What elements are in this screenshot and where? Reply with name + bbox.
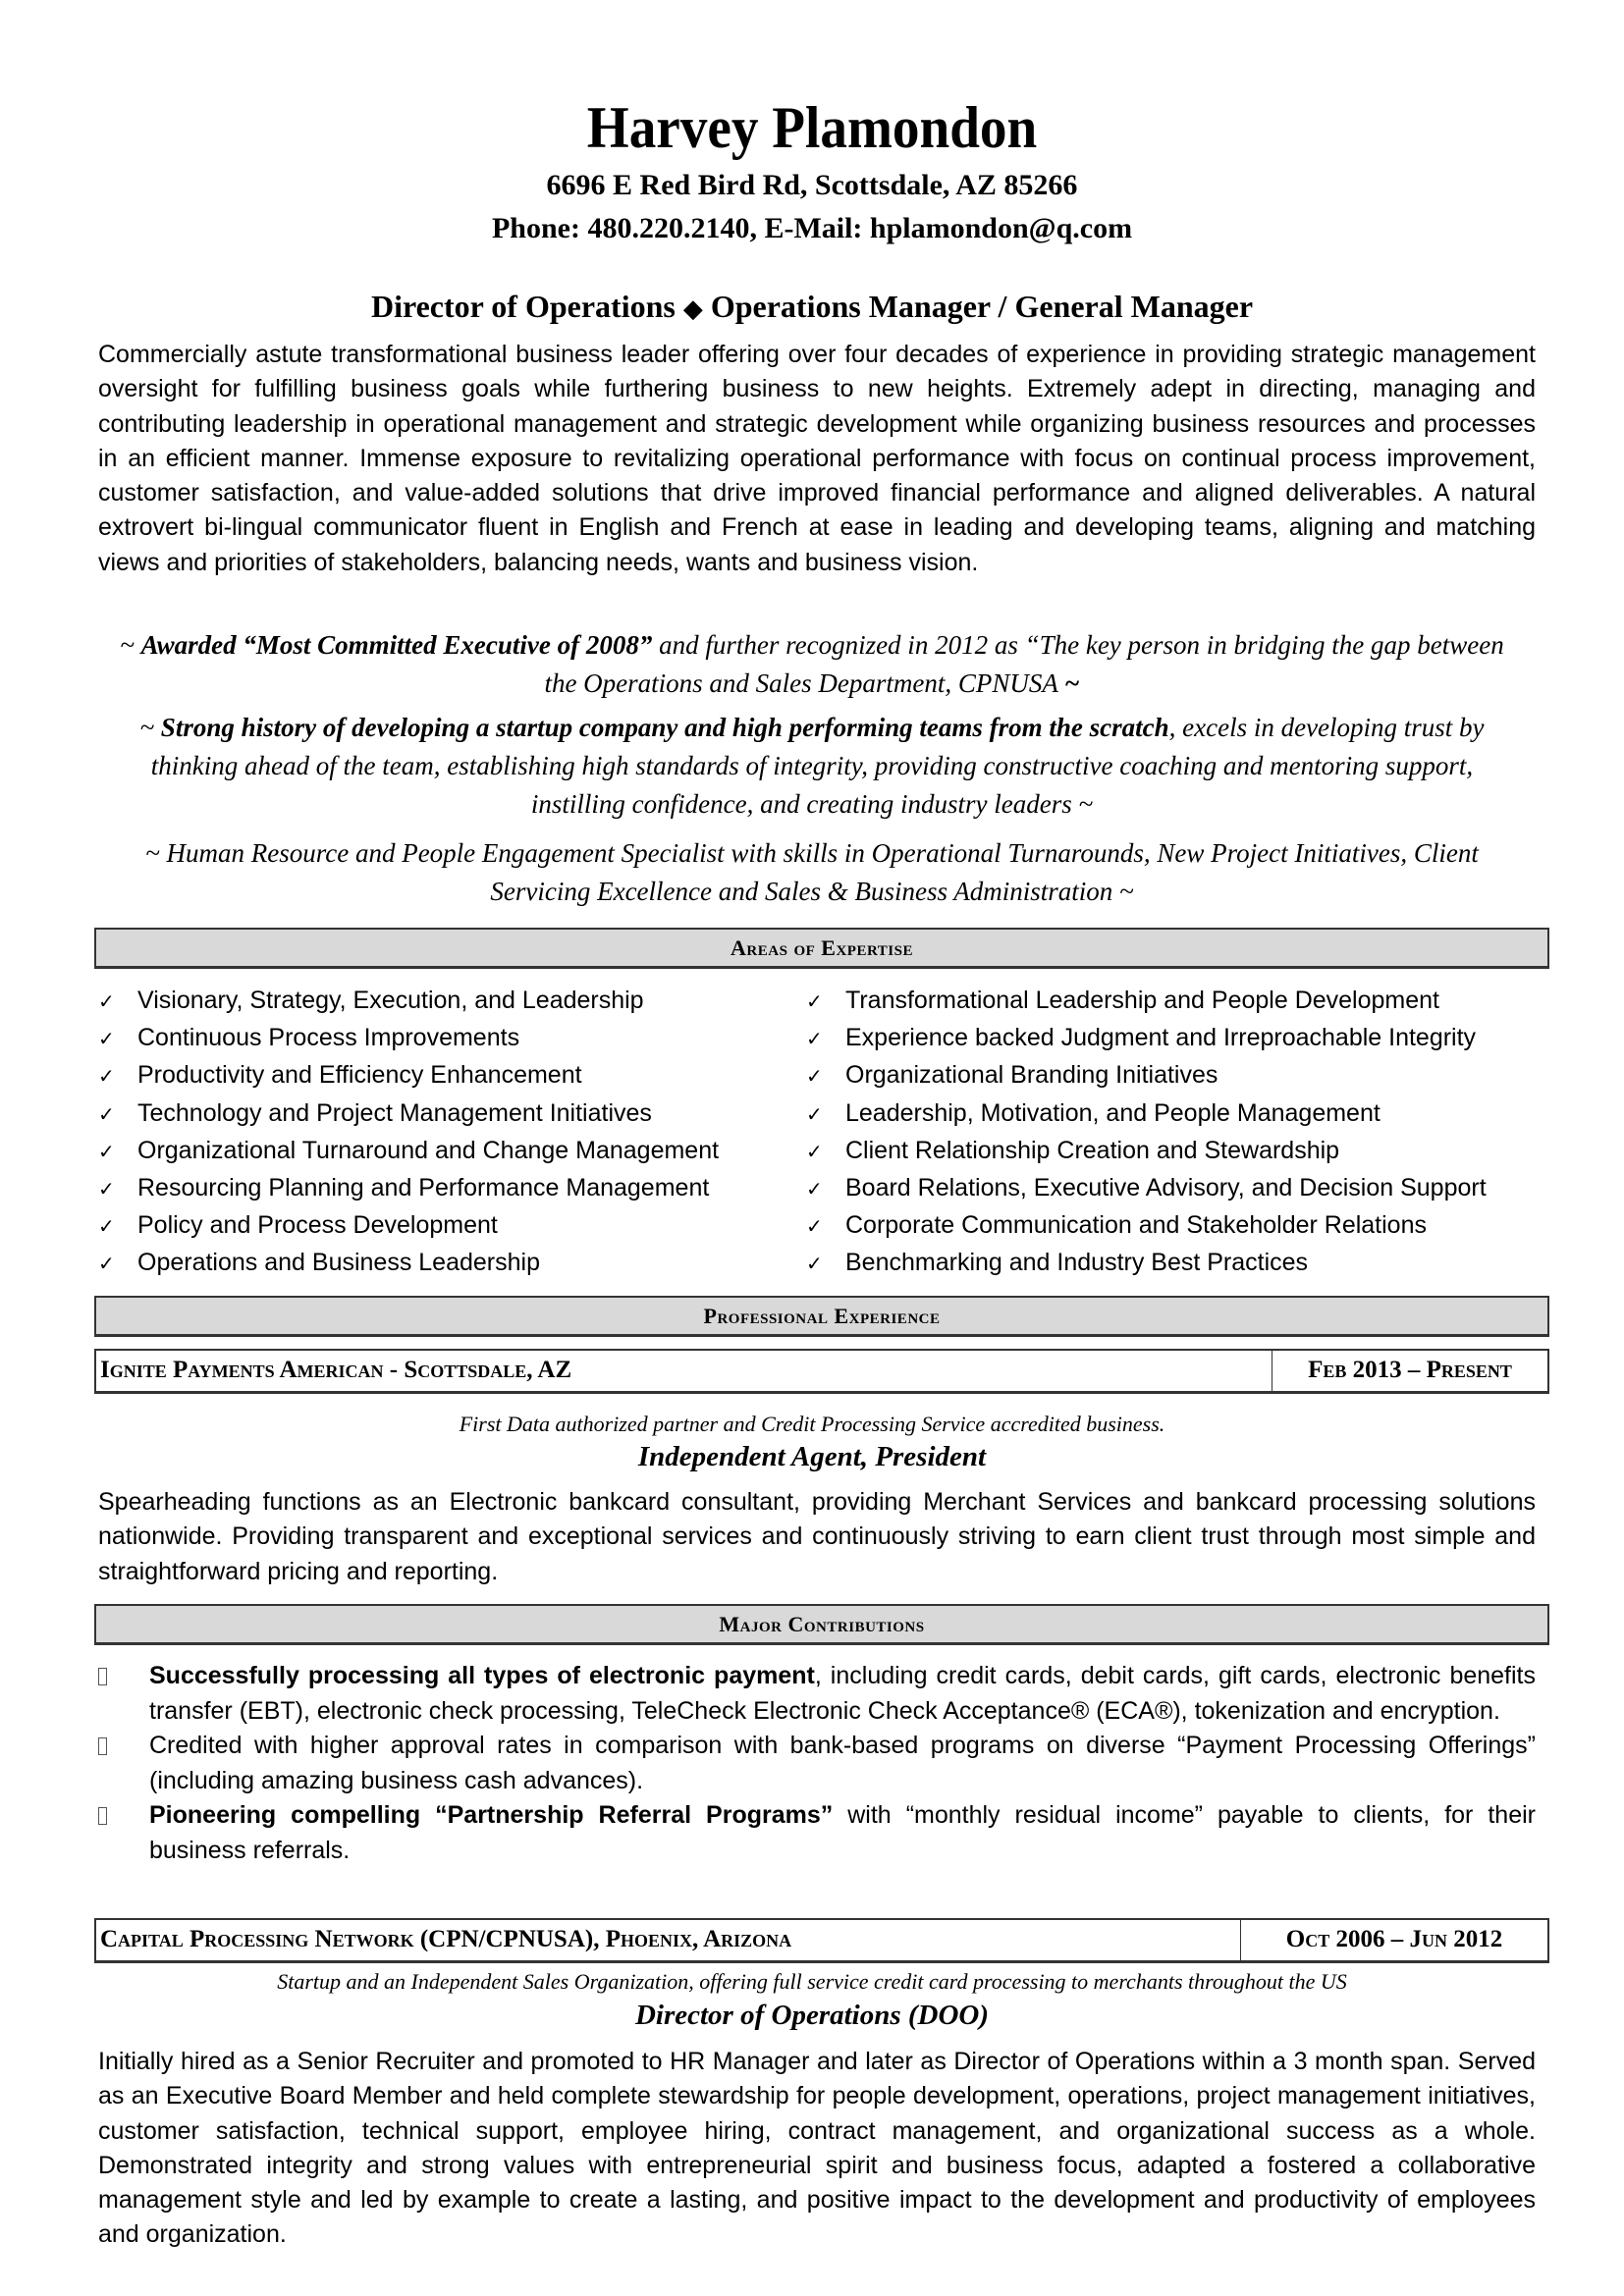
- contribution-text: with “monthly residual income” payable to clients, for their business referrals.: [149, 1801, 1536, 1864]
- contribution-text: Credited with higher approval rates in comparison with bank-based programs on diverse “Payment Processing Offerings” (including amazing business cash advances).: [149, 1732, 1536, 1794]
- company-description: First Data authorized partner and Credit Processing Service accredited business.: [459, 1412, 1165, 1436]
- bullet-icon: [98, 1729, 107, 1764]
- job-title: Director of Operations (DOO): [634, 2000, 990, 2031]
- contribution-item: [98, 1798, 1536, 1868]
- expertise-label: Operations and Business Leadership: [137, 1249, 540, 1277]
- check-icon: ✓: [98, 989, 115, 1013]
- expertise-item: [806, 1057, 1487, 1095]
- check-icon: ✓: [806, 1252, 823, 1276]
- job-dates: Oct 2006 – Jun 2012: [1240, 1920, 1547, 1960]
- expertise-item: [98, 983, 719, 1020]
- company-name: Capital Processing Network (CPN/CPNUSA), Phoenix, Arizona: [100, 1926, 792, 1952]
- expertise-label: Continuous Process Improvements: [137, 1024, 520, 1052]
- tagline-specialist: [108, 834, 1516, 911]
- contribution-item: [98, 1659, 1536, 1729]
- expertise-list-left: [98, 983, 719, 1283]
- contact-info: Phone: 480.220.2140, E-Mail: hplamondon@q.com: [491, 212, 1133, 244]
- section-header-contributions: Major Contributions: [94, 1604, 1549, 1645]
- expertise-item: [98, 1020, 719, 1057]
- expertise-label: Client Relationship Creation and Stewardship: [845, 1136, 1340, 1164]
- tagline-bold: Awarded “Most Committed Executive of 2008”: [140, 630, 653, 660]
- bullet-icon: [98, 1798, 107, 1834]
- contribution-item: [98, 1729, 1536, 1798]
- section-header-experience: Professional Experience: [94, 1296, 1549, 1337]
- expertise-item: [806, 1170, 1487, 1207]
- tagline-text: , excels in developing trust by thinking ahead of the team, establishing high standards of integrity, providing constructive coaching and mentoring support, instilling confidence, and creating industry leaders ~: [150, 713, 1485, 819]
- candidate-name: Harvey Plamondon: [586, 95, 1038, 160]
- expertise-label: Board Relations, Executive Advisory, and Decision Support: [845, 1174, 1487, 1202]
- expertise-label: Experience backed Judgment and Irreproachable Integrity: [845, 1024, 1477, 1052]
- headline-secondary: Operations Manager / General Manager: [710, 289, 1254, 324]
- expertise-item: [806, 1020, 1487, 1057]
- job-description: Initially hired as a Senior Recruiter and promoted to HR Manager and later as Director of Operations within a 3 month span. Served as an Executive Board Member and held complete stewardship for people development, operations, project management initiatives, customer satisfaction, technical support, employee hiring, contract management, and organizational success as a whole. Demonstrated integrity and strong values with entrepreneurial spirit and business focus, adapted a fostered a collaborative management style and led by example to create a lasting, and positive impact to the development and productivity of employees and organization.: [98, 2048, 1536, 2249]
- check-icon: ✓: [98, 1177, 115, 1201]
- expertise-label: Transformational Leadership and People Development: [845, 987, 1439, 1014]
- expertise-label: Corporate Communication and Stakeholder Relations: [845, 1211, 1427, 1240]
- expertise-label: Visionary, Strategy, Execution, and Leadership: [137, 987, 644, 1014]
- company-description: Startup and an Independent Sales Organization, offering full service credit card processing to merchants throughout the US: [277, 1969, 1347, 1994]
- expertise-item: [98, 1245, 719, 1282]
- check-icon: ✓: [806, 1064, 823, 1089]
- check-icon: ✓: [98, 1252, 115, 1276]
- tagline-prefix: ~: [120, 630, 141, 660]
- job-header: [94, 1349, 1549, 1394]
- check-icon: ✓: [806, 1027, 823, 1051]
- expertise-list-right: [806, 983, 1487, 1283]
- expertise-label: Organizational Branding Initiatives: [845, 1061, 1218, 1090]
- expertise-label: Leadership, Motivation, and People Management: [845, 1098, 1380, 1127]
- contribution-highlight: Pioneering compelling “Partnership Referral Programs”: [149, 1801, 834, 1829]
- expertise-label: Productivity and Efficiency Enhancement: [137, 1061, 582, 1090]
- contributions-list: [98, 1659, 1536, 1868]
- job-header: [94, 1918, 1549, 1963]
- expertise-label: Organizational Turnaround and Change Management: [137, 1136, 720, 1164]
- expertise-item: [98, 1133, 719, 1170]
- expertise-label: Policy and Process Development: [137, 1211, 498, 1240]
- check-icon: ✓: [98, 1064, 115, 1089]
- expertise-item: [98, 1095, 719, 1133]
- tagline-text: ~ Human Resource and People Engagement Specialist with skills in Operational Turnarounds, New Project Initiatives, Client Servicing Excellence and Sales & Business Administration ~: [145, 838, 1479, 906]
- tagline-text: and further recognized in 2012 as “The key person in bridging the gap between the Operations and Sales Department, CPNUSA: [544, 630, 1504, 698]
- expertise-item: [806, 1207, 1487, 1245]
- check-icon: ✓: [806, 1139, 823, 1163]
- check-icon: ✓: [806, 989, 823, 1013]
- tagline-award: [108, 626, 1516, 703]
- bullet-icon: [98, 1659, 107, 1694]
- expertise-item: [98, 1170, 719, 1207]
- tagline-history: [108, 709, 1516, 824]
- professional-summary: Commercially astute transformational business leader offering over four decades of experience in providing strategic management oversight for fulfilling business goals while furthering business to new heights. Extremely adept in directing, managing and contributing leadership in operational management and strategic development while organizing business resources and processes in an efficient manner. Immense exposure to revitalizing operational performance with focus on continual process improvement, customer satisfaction, and value-added solutions that drive improved financial performance and aligned deliverables. A natural extrovert bi-lingual communicator fluent in English and French at ease in leading and developing teams, aligning and matching views and priorities of stakeholders, balancing needs, wants and business vision.: [98, 341, 1536, 576]
- section-header-expertise: Areas of Expertise: [94, 928, 1549, 969]
- diamond-icon: ◆: [682, 294, 703, 323]
- check-icon: ✓: [98, 1139, 115, 1163]
- tagline-suffix: ~: [1064, 668, 1080, 698]
- check-icon: ✓: [98, 1214, 115, 1239]
- tagline-prefix: ~: [139, 713, 161, 742]
- expertise-item: [806, 1245, 1487, 1282]
- expertise-label: Technology and Project Management Initiatives: [137, 1098, 652, 1127]
- check-icon: ✓: [806, 1177, 823, 1201]
- expertise-item: [98, 1057, 719, 1095]
- company-name: Ignite Payments American - Scottsdale, AZ: [100, 1357, 572, 1383]
- address: 6696 E Red Bird Rd, Scottsdale, AZ 85266: [546, 169, 1078, 201]
- expertise-item: [806, 1095, 1487, 1133]
- headline-primary: Director of Operations: [370, 289, 676, 324]
- job-description: Spearheading functions as an Electronic bankcard consultant, providing Merchant Services and bankcard processing solutions nationwide. Providing transparent and exceptional services and continuously striving to earn client trust through most simple and straightforward pricing and reporting.: [98, 1488, 1536, 1585]
- expertise-label: Resourcing Planning and Performance Management: [137, 1174, 710, 1202]
- expertise-label: Benchmarking and Industry Best Practices: [845, 1249, 1309, 1277]
- job-dates: Feb 2013 – Present: [1272, 1351, 1547, 1391]
- check-icon: ✓: [98, 1101, 115, 1126]
- expertise-item: [806, 1133, 1487, 1170]
- check-icon: ✓: [98, 1027, 115, 1051]
- expertise-item: [806, 983, 1487, 1020]
- headline: [0, 289, 1624, 325]
- contribution-highlight: Successfully processing all types of electronic payment: [149, 1662, 815, 1689]
- expertise-item: [98, 1207, 719, 1245]
- check-icon: ✓: [806, 1101, 823, 1126]
- contribution-text: , including credit cards, debit cards, gift cards, electronic benefits transfer (EBT), electronic check processing, TeleCheck Electronic Check Acceptance® (ECA®), tokenization and encryption.: [149, 1662, 1537, 1725]
- check-icon: ✓: [806, 1214, 823, 1239]
- job-title: Independent Agent, President: [637, 1441, 987, 1472]
- tagline-bold: Strong history of developing a startup company and high performing teams from the scratch: [160, 713, 1169, 742]
